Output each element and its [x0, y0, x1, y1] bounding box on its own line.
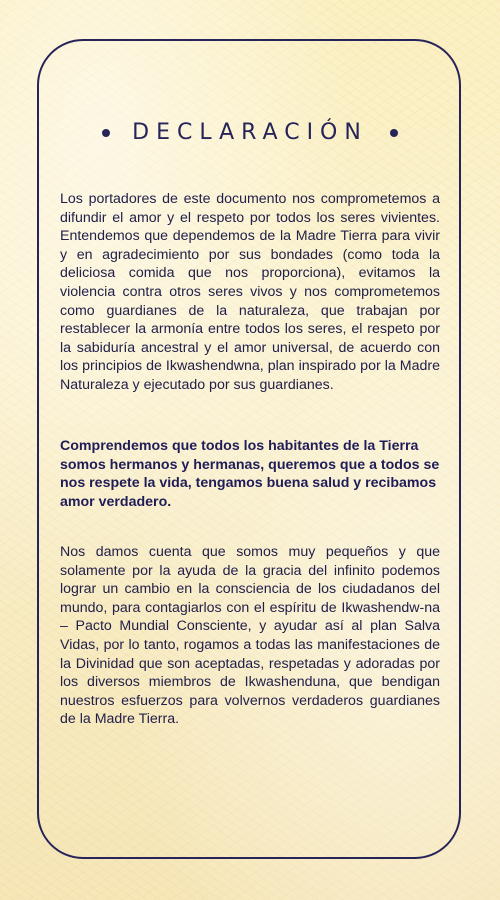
paragraph-plea: Nos damos cuenta que somos muy pequeños y que solamente por la ayuda de la gracia del infinito podemos lograr un cambio en la consciencia de los ciudadanos del mundo, para contagiarlos con el espíritu de Ikwashendw-na – Pacto Mundial Consciente, y ayudar así al plan Salva Vidas, por lo tanto, rogamos a todas las manifestaciones de la Divinidad que son aceptadas, respetadas y adoradas por los diversos miembros de Ikwashenduna, que bendigan nuestros esfuerzos para volvernos verdaderos guardianes de la Madre Tierra.	[60, 544, 440, 728]
page-title: DECLARACIÓN	[132, 120, 368, 145]
paragraph-brotherhood: Comprendemos que todos los habitantes de la Tierra somos hermanos y hermanas, queremos que a todos se nos respete la vida, tengamos buena salud y recibamos amor verdadero.	[60, 438, 440, 510]
title-row	[0, 122, 500, 144]
paragraph-commitment: Los portadores de este documento nos comprometemos a difundir el amor y el respeto por todos los seres vivientes. Entendemos que dependemos de la Madre Tierra para vivir y en agradecimiento por sus bondades (como toda la deliciosa comida que nos proporciona), evitamos la violencia contra otros seres vivos y nos comprometemos como guardianes de la naturaleza, que trabajan por restablecer la armonía entre todos los seres, el respeto por la sabiduría ancestral y el amor universal, de acuerdo con los principios de Ikwashendwna, plan inspirado por la Madre Naturaleza y ejecutado por sus guardianes.	[60, 191, 440, 393]
bullet-dot-left	[102, 129, 110, 137]
bullet-dot-right	[390, 129, 398, 137]
